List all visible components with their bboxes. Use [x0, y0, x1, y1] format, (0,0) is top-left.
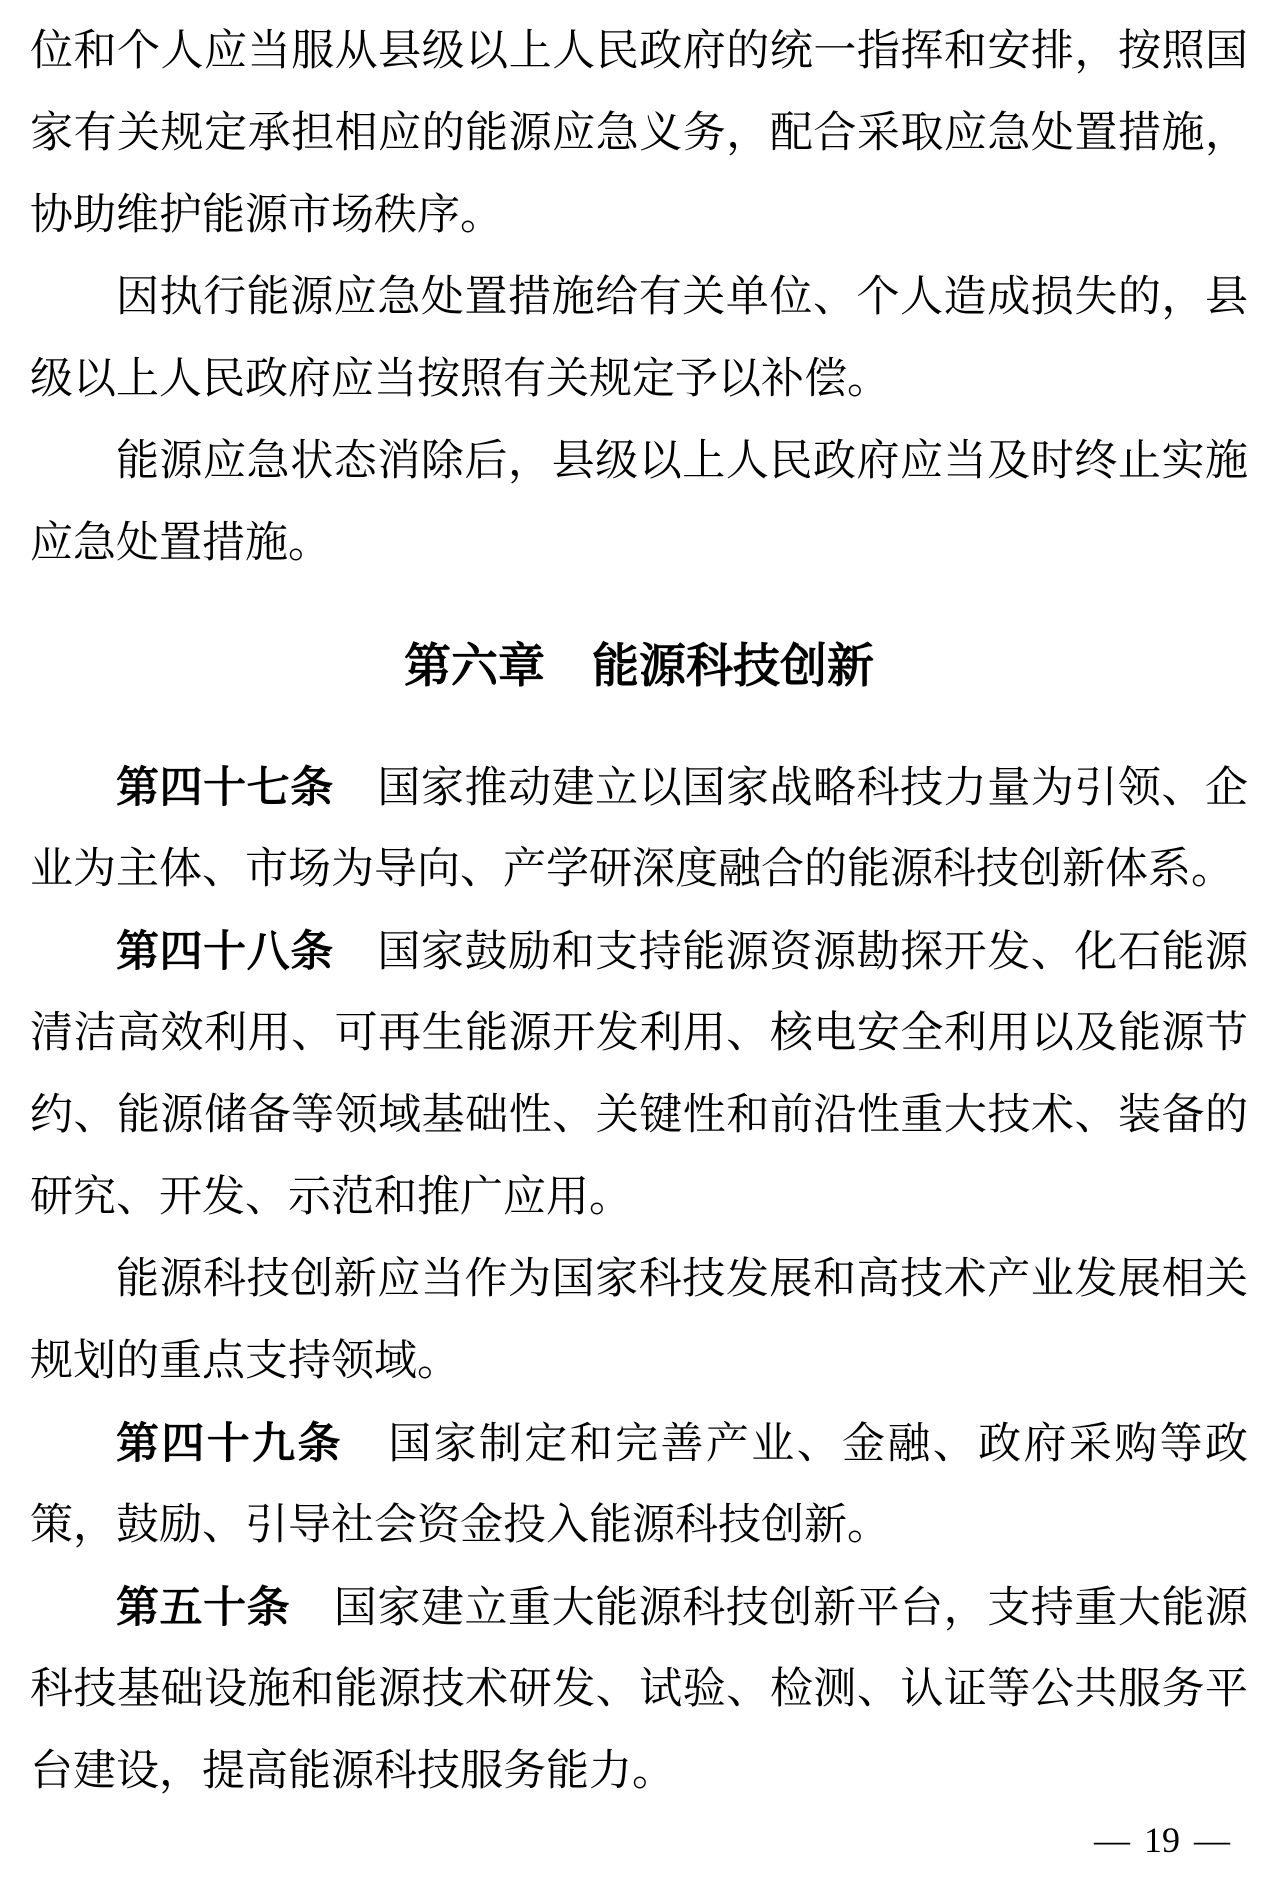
paragraph-article-50: [30, 1567, 1248, 1813]
article-text: 国家制定和完善产业、金融、政府采购等政: [342, 1421, 1248, 1468]
article-number: 第四十八条: [116, 928, 334, 976]
text-line: 台建设，提高能源科技服务能力。: [30, 1748, 675, 1795]
text-line: [30, 1567, 1248, 1649]
text-line: 家有关规定承担相应的能源应急义务，配合采取应急处置措施，: [30, 110, 1248, 157]
paragraph-termination: [30, 421, 1248, 585]
footer-dash-left: —: [1094, 1820, 1130, 1860]
text-line: 科技基础设施和能源技术研发、试验、检测、认证等公共服务平: [30, 1666, 1248, 1713]
page-number: 19: [1144, 1820, 1180, 1860]
paragraph-article-49: [30, 1403, 1248, 1567]
article-text: 国家推动建立以国家战略科技力量为引领、企: [333, 765, 1249, 812]
text-line: 规划的重点支持领域。: [30, 1338, 460, 1385]
text-line: 研究、开发、示范和推广应用。: [30, 1174, 632, 1221]
article-number: 第五十条: [116, 1584, 291, 1632]
article-number: 第四十七条: [116, 764, 334, 812]
paragraph-emergency-obligation: [30, 11, 1248, 257]
text-line: 清洁高效利用、可再生能源开发利用、核电安全利用以及能源节: [30, 1010, 1248, 1057]
text-line: [30, 911, 1248, 993]
document-body: [30, 11, 1248, 1813]
text-line: [30, 747, 1248, 829]
text-line: 能源科技创新应当作为国家科技发展和高技术产业发展相关: [116, 1256, 1248, 1303]
text-line: 业为主体、市场为导向、产学研深度融合的能源科技创新体系。: [30, 846, 1234, 893]
text-line: [30, 1403, 1248, 1485]
paragraph-tech-priority: [30, 1239, 1248, 1403]
text-line: 级以上人民政府应当按照有关规定予以补偿。: [30, 356, 890, 403]
text-line: 策，鼓励、引导社会资金投入能源科技创新。: [30, 1502, 890, 1549]
article-number: 第四十九条: [116, 1420, 343, 1468]
text-line: 位和个人应当服从县级以上人民政府的统一指挥和安排，按照国: [30, 28, 1248, 75]
text-line: 能源应急状态消除后，县级以上人民政府应当及时终止实施: [116, 438, 1248, 485]
article-text: 国家鼓励和支持能源资源勘探开发、化石能源: [333, 929, 1249, 976]
text-line: 应急处置措施。: [30, 520, 331, 567]
text-line: 约、能源储备等领域基础性、关键性和前沿性重大技术、装备的: [30, 1092, 1248, 1139]
text-line: 协助维护能源市场秩序。: [30, 192, 503, 239]
paragraph-article-48: [30, 911, 1248, 1239]
page-footer: [1094, 1820, 1230, 1860]
text-line: 因执行能源应急处置措施给有关单位、个人造成损失的，县: [116, 274, 1248, 321]
chapter-heading: 第六章 能源科技创新: [404, 639, 874, 692]
paragraph-compensation: [30, 257, 1248, 421]
article-text: 国家建立重大能源科技创新平台，支持重大能源: [290, 1585, 1249, 1632]
footer-dash-right: —: [1194, 1820, 1230, 1860]
paragraph-article-47: [30, 747, 1248, 911]
